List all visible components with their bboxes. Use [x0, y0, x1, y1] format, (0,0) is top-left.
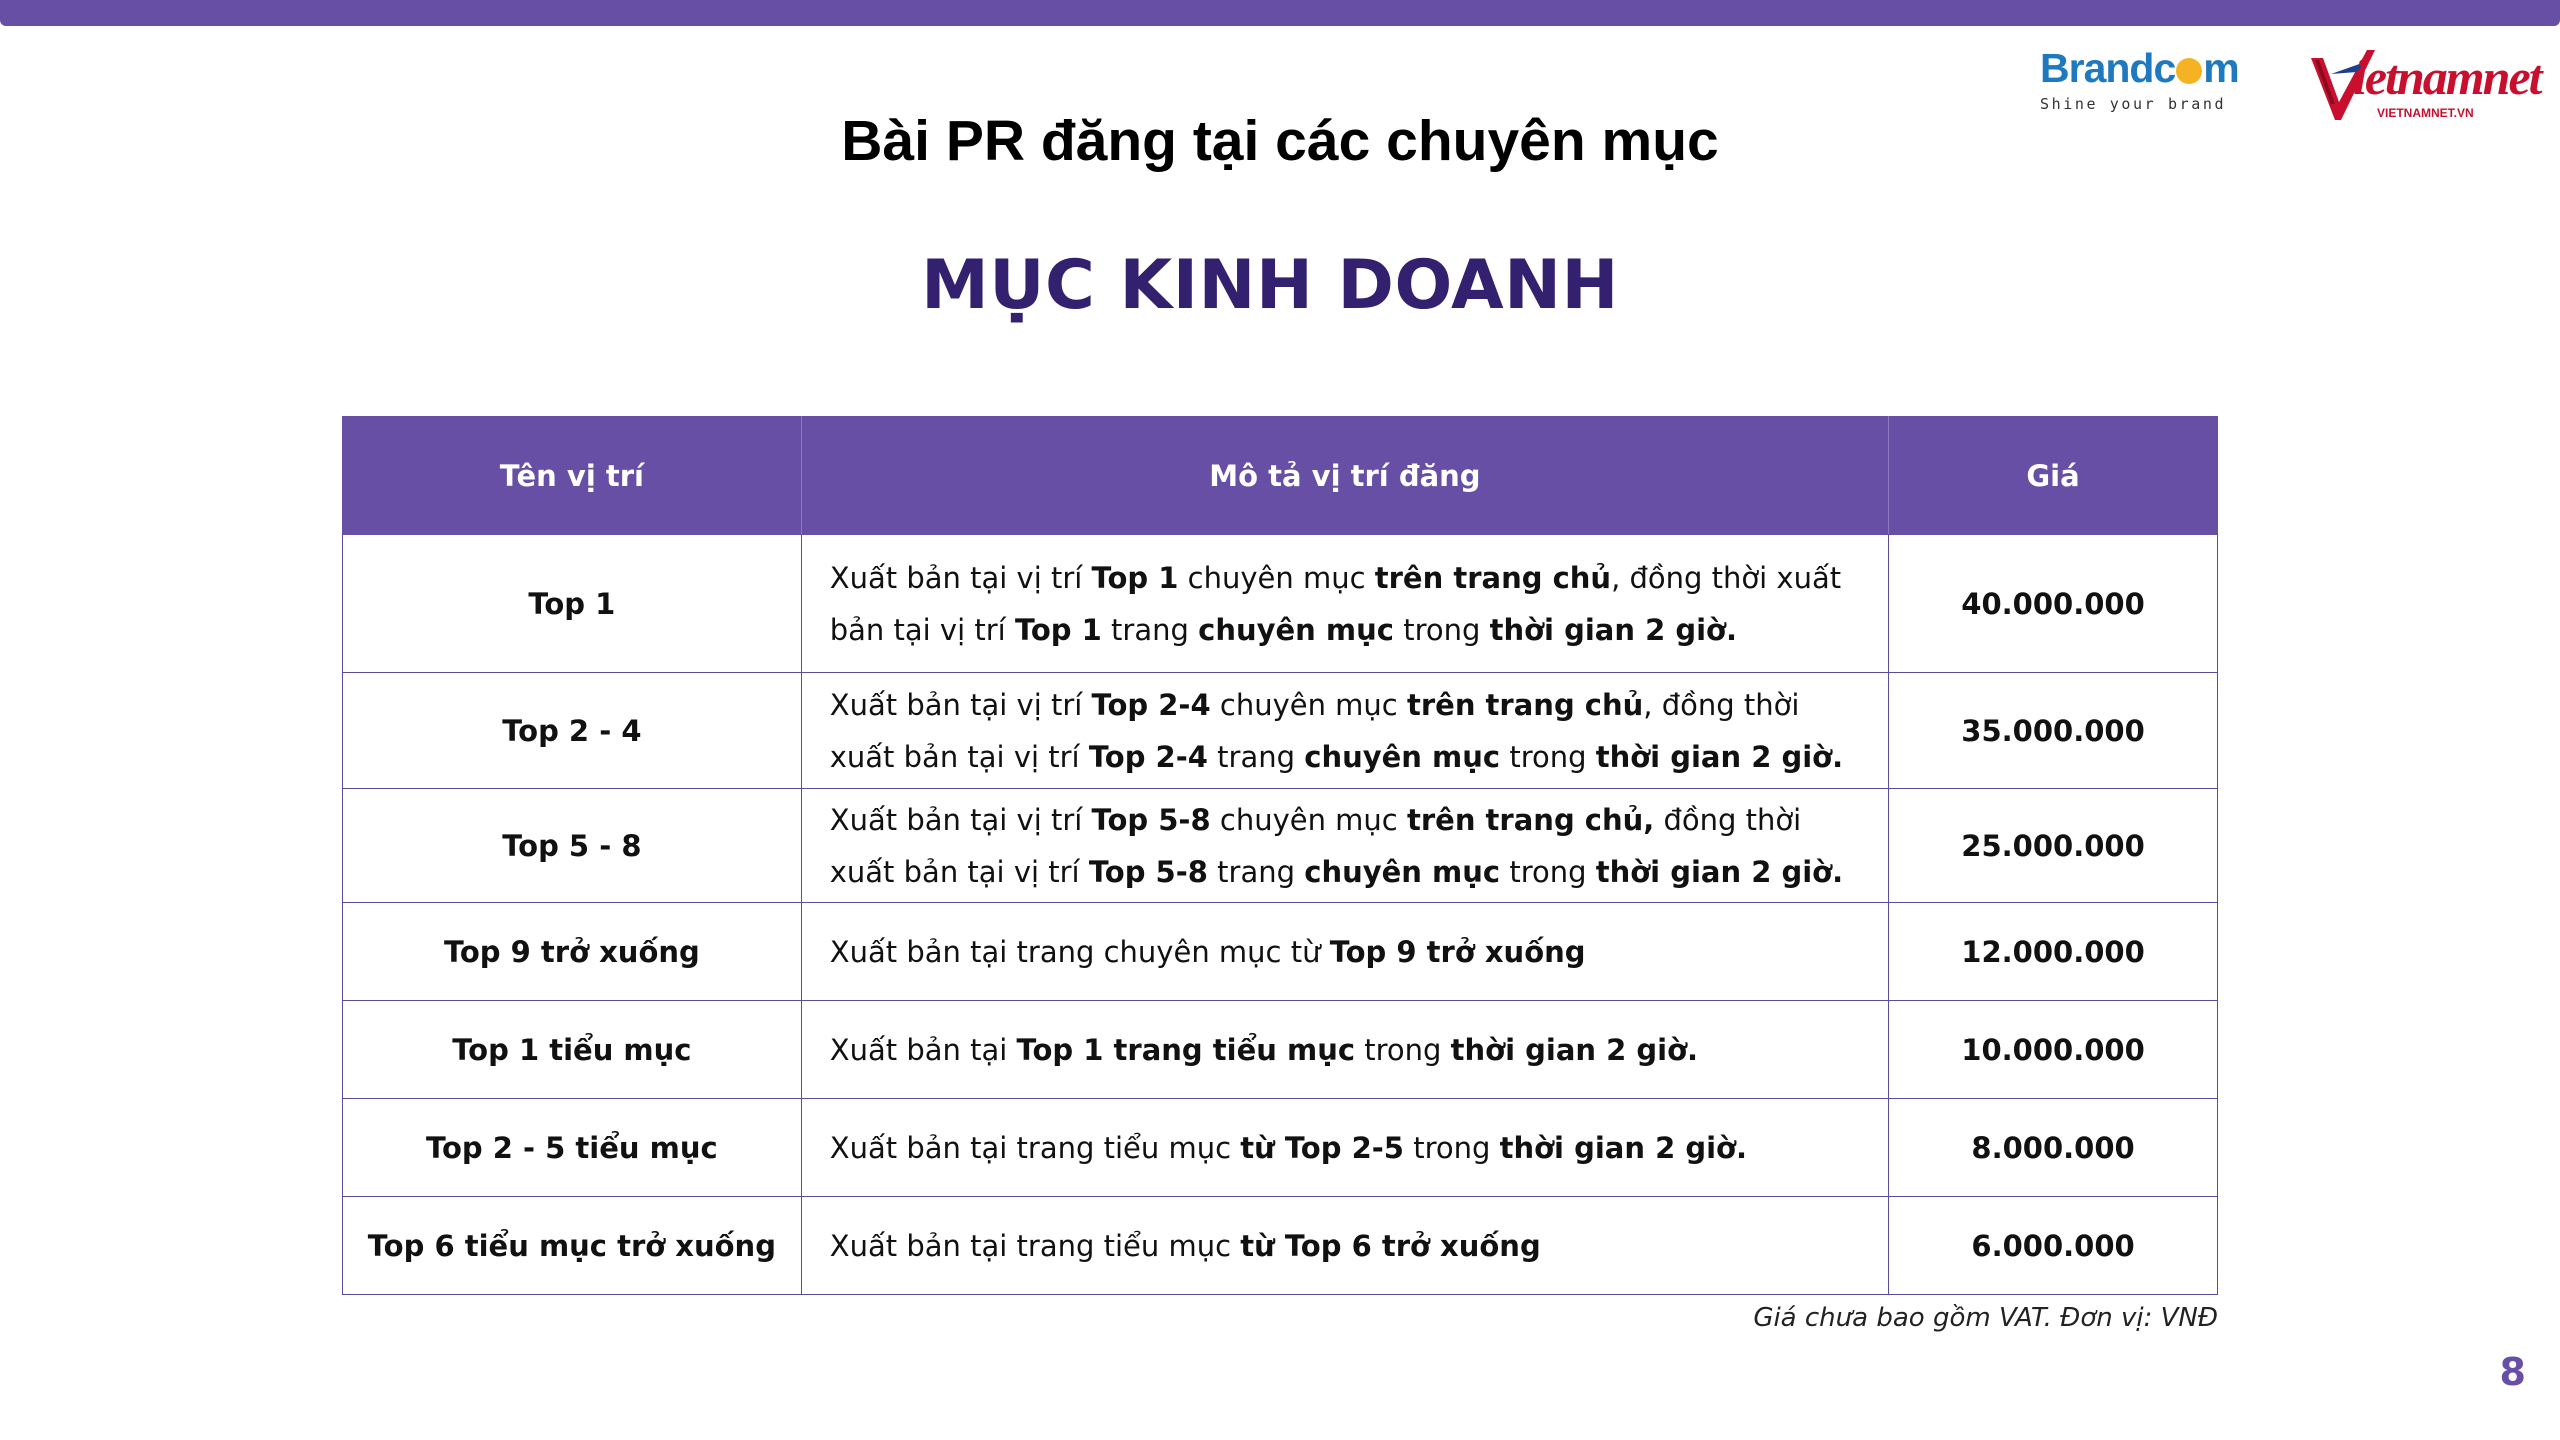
position-description: Xuất bản tại vị trí Top 5-8 chuyên mục trên trang chủ, đồng thời xuất bản tại vị trí Top 5-8 trang chuyên mục trong thời gian 2 giờ. [801, 789, 1888, 903]
header-description: Mô tả vị trí đăng [801, 417, 1888, 535]
table-header-row [343, 417, 2218, 535]
position-name: Top 2 - 5 tiểu mục [343, 1099, 802, 1197]
brandcom-name-right: m [2203, 45, 2239, 91]
position-price: 8.000.000 [1889, 1099, 2218, 1197]
brandcom-tagline: Shine your brand [2040, 95, 2227, 113]
table-row [343, 1197, 2218, 1295]
position-description: Xuất bản tại vị trí Top 1 chuyên mục trên trang chủ, đồng thời xuất bản tại vị trí Top 1 trang chuyên mục trong thời gian 2 giờ. [801, 535, 1888, 673]
table-row [343, 673, 2218, 789]
position-price: 35.000.000 [1889, 673, 2218, 789]
header-price: Giá [1889, 417, 2218, 535]
position-description: Xuất bản tại trang tiểu mục từ Top 6 trở xuống [801, 1197, 1888, 1295]
table-row [343, 1099, 2218, 1197]
brandcom-name-left: Brandc [2040, 45, 2176, 91]
table-row [343, 789, 2218, 903]
position-description: Xuất bản tại trang chuyên mục từ Top 9 trở xuống [801, 903, 1888, 1001]
position-description: Xuất bản tại vị trí Top 2-4 chuyên mục trên trang chủ, đồng thời xuất bản tại vị trí Top 2-4 trang chuyên mục trong thời gian 2 giờ. [801, 673, 1888, 789]
position-price: 25.000.000 [1889, 789, 2218, 903]
position-price: 12.000.000 [1889, 903, 2218, 1001]
position-name: Top 9 trở xuống [343, 903, 802, 1001]
position-name: Top 2 - 4 [343, 673, 802, 789]
section-subtitle: MỤC KINH DOANH [921, 246, 1619, 325]
sun-icon [2176, 58, 2202, 84]
position-price: 6.000.000 [1889, 1197, 2218, 1295]
position-name: Top 5 - 8 [343, 789, 802, 903]
table-row [343, 903, 2218, 1001]
table-row [343, 535, 2218, 673]
header-position-name: Tên vị trí [343, 417, 802, 535]
position-description: Xuất bản tại trang tiểu mục từ Top 2-5 trong thời gian 2 giờ. [801, 1099, 1888, 1197]
vietnamnet-url: VIETNAMNET.VN [2377, 106, 2474, 120]
price-note: Giá chưa bao gồm VAT. Đơn vị: VNĐ [1753, 1303, 2218, 1333]
top-accent-bar [0, 0, 2560, 26]
position-name: Top 6 tiểu mục trở xuống [343, 1197, 802, 1295]
position-name: Top 1 [343, 535, 802, 673]
page-number: 8 [2499, 1350, 2526, 1394]
position-price: 10.000.000 [1889, 1001, 2218, 1099]
page-title: Bài PR đăng tại các chuyên mục [841, 109, 1719, 173]
position-price: 40.000.000 [1889, 535, 2218, 673]
position-description: Xuất bản tại Top 1 trang tiểu mục trong thời gian 2 giờ. [801, 1001, 1888, 1099]
table-row [343, 1001, 2218, 1099]
pricing-table [342, 416, 2218, 1295]
position-name: Top 1 tiểu mục [343, 1001, 802, 1099]
brandcom-wordmark [2040, 45, 2250, 91]
vietnamnet-wordmark: ietnamnet [2353, 49, 2541, 105]
